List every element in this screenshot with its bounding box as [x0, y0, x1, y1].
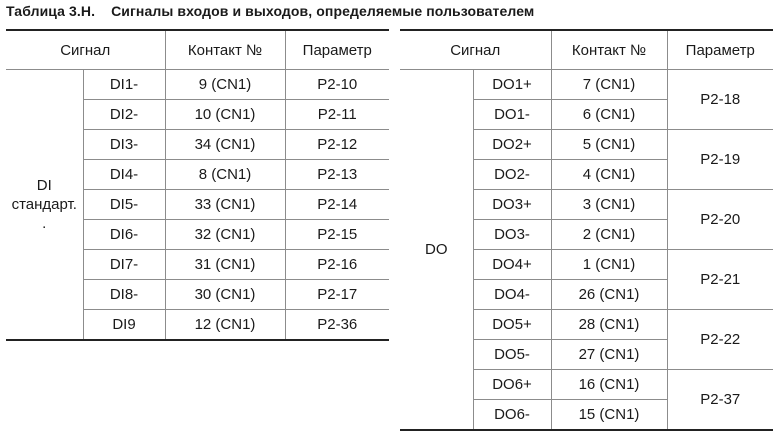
header-signal: Сигнал: [400, 30, 551, 70]
signal-cell: DO2-: [473, 160, 551, 190]
param-cell: P2-20: [667, 190, 773, 250]
contact-cell: 15 (CN1): [551, 400, 667, 431]
di-group-sublabel: стандарт.: [11, 196, 77, 213]
param-cell: P2-36: [285, 310, 389, 341]
contact-cell: 12 (CN1): [165, 310, 285, 341]
table-row: [400, 70, 773, 100]
param-cell: P2-16: [285, 250, 389, 280]
contact-cell: 3 (CN1): [551, 190, 667, 220]
signal-cell: DI2-: [83, 100, 165, 130]
contact-cell: 27 (CN1): [551, 340, 667, 370]
do-signals-table: [400, 29, 773, 431]
param-cell: P2-19: [667, 130, 773, 190]
signal-cell: DI3-: [83, 130, 165, 160]
param-cell: P2-21: [667, 250, 773, 310]
signal-cell: DO5+: [473, 310, 551, 340]
header-row: [400, 30, 773, 70]
contact-cell: 5 (CN1): [551, 130, 667, 160]
contact-cell: 6 (CN1): [551, 100, 667, 130]
signal-cell: DO3+: [473, 190, 551, 220]
contact-cell: 26 (CN1): [551, 280, 667, 310]
contact-cell: 7 (CN1): [551, 70, 667, 100]
signal-cell: DI1-: [83, 70, 165, 100]
contact-cell: 33 (CN1): [165, 190, 285, 220]
di-group-cell: [6, 70, 83, 341]
di-group-dot: .: [42, 215, 47, 232]
signal-cell: DO3-: [473, 220, 551, 250]
param-cell: P2-13: [285, 160, 389, 190]
header-signal: Сигнал: [6, 30, 165, 70]
contact-cell: 1 (CN1): [551, 250, 667, 280]
param-cell: P2-14: [285, 190, 389, 220]
signal-cell: DO4-: [473, 280, 551, 310]
signal-cell: DI6-: [83, 220, 165, 250]
signal-cell: DI8-: [83, 280, 165, 310]
header-contact: Контакт №: [165, 30, 285, 70]
contact-cell: 16 (CN1): [551, 370, 667, 400]
param-cell: P2-10: [285, 70, 389, 100]
signal-cell: DO4+: [473, 250, 551, 280]
param-cell: P2-18: [667, 70, 773, 130]
signal-cell: DI5-: [83, 190, 165, 220]
di-group-label: DI: [36, 177, 52, 194]
signal-cell: DI9: [83, 310, 165, 341]
signal-cell: DI7-: [83, 250, 165, 280]
signal-cell: DO1-: [473, 100, 551, 130]
di-signals-table: [6, 29, 389, 341]
contact-cell: 32 (CN1): [165, 220, 285, 250]
signal-cell: DO6+: [473, 370, 551, 400]
contact-cell: 9 (CN1): [165, 70, 285, 100]
signal-cell: DO6-: [473, 400, 551, 431]
header-parameter: Параметр: [285, 30, 389, 70]
header-contact: Контакт №: [551, 30, 667, 70]
contact-cell: 30 (CN1): [165, 280, 285, 310]
param-cell: P2-12: [285, 130, 389, 160]
param-cell: P2-22: [667, 310, 773, 370]
contact-cell: 34 (CN1): [165, 130, 285, 160]
signal-cell: DI4-: [83, 160, 165, 190]
contact-cell: 28 (CN1): [551, 310, 667, 340]
param-cell: P2-17: [285, 280, 389, 310]
contact-cell: 31 (CN1): [165, 250, 285, 280]
contact-cell: 2 (CN1): [551, 220, 667, 250]
signal-cell: DO5-: [473, 340, 551, 370]
header-row: [6, 30, 389, 70]
param-cell: P2-11: [285, 100, 389, 130]
signal-cell: DO2+: [473, 130, 551, 160]
param-cell: P2-37: [667, 370, 773, 431]
table-caption: Таблица 3.H. Сигналы входов и выходов, определяемые пользователем: [6, 3, 535, 19]
table-row: [6, 70, 389, 100]
param-cell: P2-15: [285, 220, 389, 250]
contact-cell: 4 (CN1): [551, 160, 667, 190]
signal-cell: DO1+: [473, 70, 551, 100]
contact-cell: 10 (CN1): [165, 100, 285, 130]
do-group-cell: DO: [400, 70, 473, 431]
header-parameter: Параметр: [667, 30, 773, 70]
contact-cell: 8 (CN1): [165, 160, 285, 190]
